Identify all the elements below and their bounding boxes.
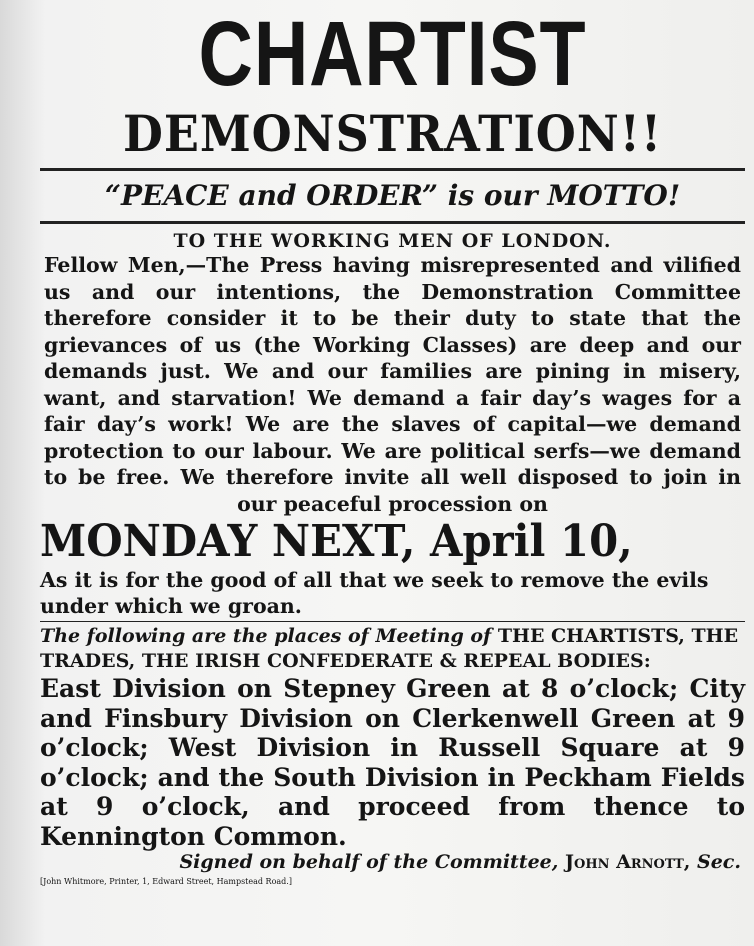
divider: [40, 621, 745, 622]
poster-title: CHARTIST: [198, 3, 587, 105]
motto: “PEACE and ORDER” is our MOTTO!: [104, 179, 681, 212]
chartist-poster: [40, 0, 745, 886]
poster-subtitle: DEMONSTRATION!!: [123, 104, 662, 163]
after-date-text: As it is for the good of all that we seek to remove the evils under which we groan.: [40, 568, 709, 618]
meeting-places: East Division on Stepney Green at 8 o’clock; City and Finsbury Division on Clerkenwell Green at 9 o’clock; West Division in Russell Square at 9 o’clock; and the South Division in Peckham Fields at 9 o’clock, and proceed from thence to Kennington Common.: [40, 674, 745, 851]
body-text: Fellow Men,—The Press having misrepresented and vilified us and our intentions, the Demonstration Committee therefore consider it to be their duty to state that the grievances of us (the Working Classes) are deep and our demands just. We and our families are pining in misery, want, and starvation! We demand a fair day’s wages for a fair day’s work! We are the slaves of capital—we demand protection to our labour. We are political serfs—we demand to be free. We therefore invite all well disposed to join in our peaceful procession on: [44, 253, 741, 516]
signed-suffix: Sec.: [697, 851, 741, 873]
divider: [40, 221, 745, 224]
signed-name: John Arnott,: [565, 851, 691, 873]
printer-imprint: [John Whitmore, Printer, 1, Edward Street, Hampstead Road.]: [40, 877, 292, 886]
places-intro-rest: THE CHARTISTS, THE TRADES, THE IRISH CONFEDERATE & REPEAL BODIES:: [40, 625, 739, 672]
places-intro-italic: The following are the places of Meeting of: [40, 625, 492, 647]
divider: [40, 168, 745, 171]
address-heading: TO THE WORKING MEN OF LONDON.: [173, 230, 612, 252]
places-intro: [40, 624, 745, 674]
signed-prefix: Signed on behalf of the Committee,: [179, 851, 559, 873]
date-heading: MONDAY NEXT, April 10,: [40, 516, 633, 567]
signature-line: [40, 851, 745, 873]
